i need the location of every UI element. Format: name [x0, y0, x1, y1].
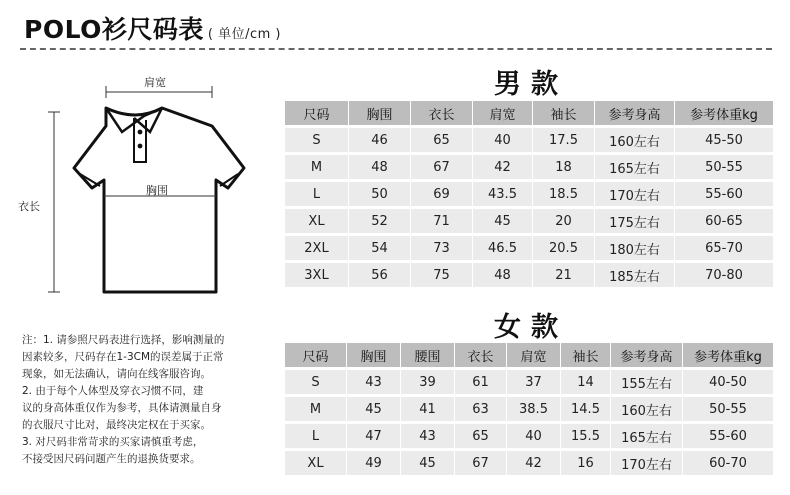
- table-cell: 43.5: [473, 182, 533, 206]
- column-header: 衣长: [411, 101, 473, 125]
- table-cell: 46: [349, 128, 411, 152]
- page-title: [24, 10, 281, 46]
- table-cell: 37: [507, 370, 561, 394]
- table-cell: 45-50: [675, 128, 773, 152]
- table-cell: 67: [455, 451, 507, 475]
- table-cell: 49: [347, 451, 401, 475]
- table-cell: 2XL: [285, 236, 349, 260]
- table-cell: 47: [347, 424, 401, 448]
- table-cell: 61: [455, 370, 507, 394]
- women-size-table: [285, 340, 773, 478]
- column-header: 袖长: [561, 343, 611, 367]
- table-cell: 175左右: [595, 209, 675, 233]
- table-row: [285, 451, 773, 475]
- table-cell: 65: [411, 128, 473, 152]
- column-header: 肩宽: [507, 343, 561, 367]
- column-header: 参考身高: [595, 101, 675, 125]
- table-cell: 21: [533, 263, 595, 287]
- table-cell: 38.5: [507, 397, 561, 421]
- shirt-diagram: [16, 70, 276, 310]
- table-cell: 180左右: [595, 236, 675, 260]
- table-cell: 45: [347, 397, 401, 421]
- table-cell: 55-60: [683, 424, 773, 448]
- table-cell: 43: [401, 424, 455, 448]
- men-size-table: [285, 98, 773, 290]
- table-cell: 54: [349, 236, 411, 260]
- table-cell: 60-70: [683, 451, 773, 475]
- table-cell: 46.5: [473, 236, 533, 260]
- table-cell: 42: [507, 451, 561, 475]
- table-cell: 48: [349, 155, 411, 179]
- table-row: [285, 263, 773, 287]
- table-cell: 65-70: [675, 236, 773, 260]
- table-cell: 40: [507, 424, 561, 448]
- table-cell: 69: [411, 182, 473, 206]
- table-cell: 17.5: [533, 128, 595, 152]
- table-cell: 56: [349, 263, 411, 287]
- title-divider: [20, 48, 772, 50]
- column-header: 尺码: [285, 101, 349, 125]
- table-cell: 165左右: [595, 155, 675, 179]
- shoulder-width-label: 肩宽: [144, 76, 166, 89]
- table-cell: 16: [561, 451, 611, 475]
- table-row: [285, 236, 773, 260]
- table-cell: 75: [411, 263, 473, 287]
- table-header-row: [285, 101, 773, 125]
- table-row: [285, 370, 773, 394]
- table-cell: 42: [473, 155, 533, 179]
- column-header: 参考身高: [611, 343, 683, 367]
- note-line: 现象，如无法确认，请向在线客服咨询。: [22, 368, 211, 380]
- table-cell: 71: [411, 209, 473, 233]
- table-cell: L: [285, 182, 349, 206]
- table-cell: 165左右: [611, 424, 683, 448]
- table-cell: 18.5: [533, 182, 595, 206]
- table-cell: 160左右: [611, 397, 683, 421]
- table-cell: 50-55: [683, 397, 773, 421]
- column-header: 胸围: [349, 101, 411, 125]
- table-cell: 55-60: [675, 182, 773, 206]
- column-header: 袖长: [533, 101, 595, 125]
- table-header-row: [285, 343, 773, 367]
- men-section-title: 男款: [494, 69, 568, 100]
- column-header: 衣长: [455, 343, 507, 367]
- table-cell: 48: [473, 263, 533, 287]
- table-cell: 41: [401, 397, 455, 421]
- column-header: 参考体重kg: [683, 343, 773, 367]
- table-cell: 50-55: [675, 155, 773, 179]
- table-cell: M: [285, 397, 347, 421]
- table-cell: 45: [401, 451, 455, 475]
- size-notes: [22, 332, 262, 468]
- table-cell: 63: [455, 397, 507, 421]
- unit-label: ( 单位/cm ): [207, 27, 281, 42]
- table-cell: 170左右: [611, 451, 683, 475]
- column-header: 腰围: [401, 343, 455, 367]
- column-header: 胸围: [347, 343, 401, 367]
- table-row: [285, 182, 773, 206]
- table-cell: 50: [349, 182, 411, 206]
- note-line: 注：1. 请参照尺码表进行选择，影响测量的: [22, 334, 225, 346]
- table-row: [285, 397, 773, 421]
- table-cell: 65: [455, 424, 507, 448]
- note-line: 的衣服尺寸比对，最终决定权在于买家。: [22, 419, 211, 431]
- note-line: 因素较多，尺码存在1-3CM的误差属于正常: [22, 351, 224, 363]
- table-row: [285, 155, 773, 179]
- table-cell: 20: [533, 209, 595, 233]
- table-cell: 45: [473, 209, 533, 233]
- table-cell: S: [285, 128, 349, 152]
- women-section-title: 女款: [494, 312, 568, 343]
- chest-label: 胸围: [146, 184, 168, 197]
- table-cell: 43: [347, 370, 401, 394]
- note-line: 议的身高体重仅作为参考，具体请测量自身: [22, 402, 222, 414]
- table-row: [285, 128, 773, 152]
- table-cell: 40: [473, 128, 533, 152]
- table-cell: 160左右: [595, 128, 675, 152]
- table-cell: 20.5: [533, 236, 595, 260]
- table-cell: 40-50: [683, 370, 773, 394]
- table-cell: M: [285, 155, 349, 179]
- table-cell: 170左右: [595, 182, 675, 206]
- table-cell: 14.5: [561, 397, 611, 421]
- table-cell: L: [285, 424, 347, 448]
- table-cell: 15.5: [561, 424, 611, 448]
- column-header: 尺码: [285, 343, 347, 367]
- table-cell: 39: [401, 370, 455, 394]
- length-label: 衣长: [18, 200, 40, 213]
- table-cell: 70-80: [675, 263, 773, 287]
- table-cell: 185左右: [595, 263, 675, 287]
- column-header: 参考体重kg: [675, 101, 773, 125]
- table-row: [285, 424, 773, 448]
- table-cell: 60-65: [675, 209, 773, 233]
- page-title-text: POLO衫尺码表: [24, 15, 204, 44]
- table-cell: 73: [411, 236, 473, 260]
- table-cell: XL: [285, 209, 349, 233]
- table-cell: XL: [285, 451, 347, 475]
- table-cell: 3XL: [285, 263, 349, 287]
- note-line: 2. 由于每个人体型及穿衣习惯不同，建: [22, 385, 204, 397]
- table-cell: 18: [533, 155, 595, 179]
- column-header: 肩宽: [473, 101, 533, 125]
- table-row: [285, 209, 773, 233]
- note-line: 3. 对尺码非常苛求的买家请慎重考虑，: [22, 436, 204, 448]
- table-cell: 67: [411, 155, 473, 179]
- table-cell: 52: [349, 209, 411, 233]
- table-cell: S: [285, 370, 347, 394]
- table-cell: 14: [561, 370, 611, 394]
- note-line: 不接受因尺码问题产生的退换货要求。: [22, 453, 201, 465]
- table-cell: 155左右: [611, 370, 683, 394]
